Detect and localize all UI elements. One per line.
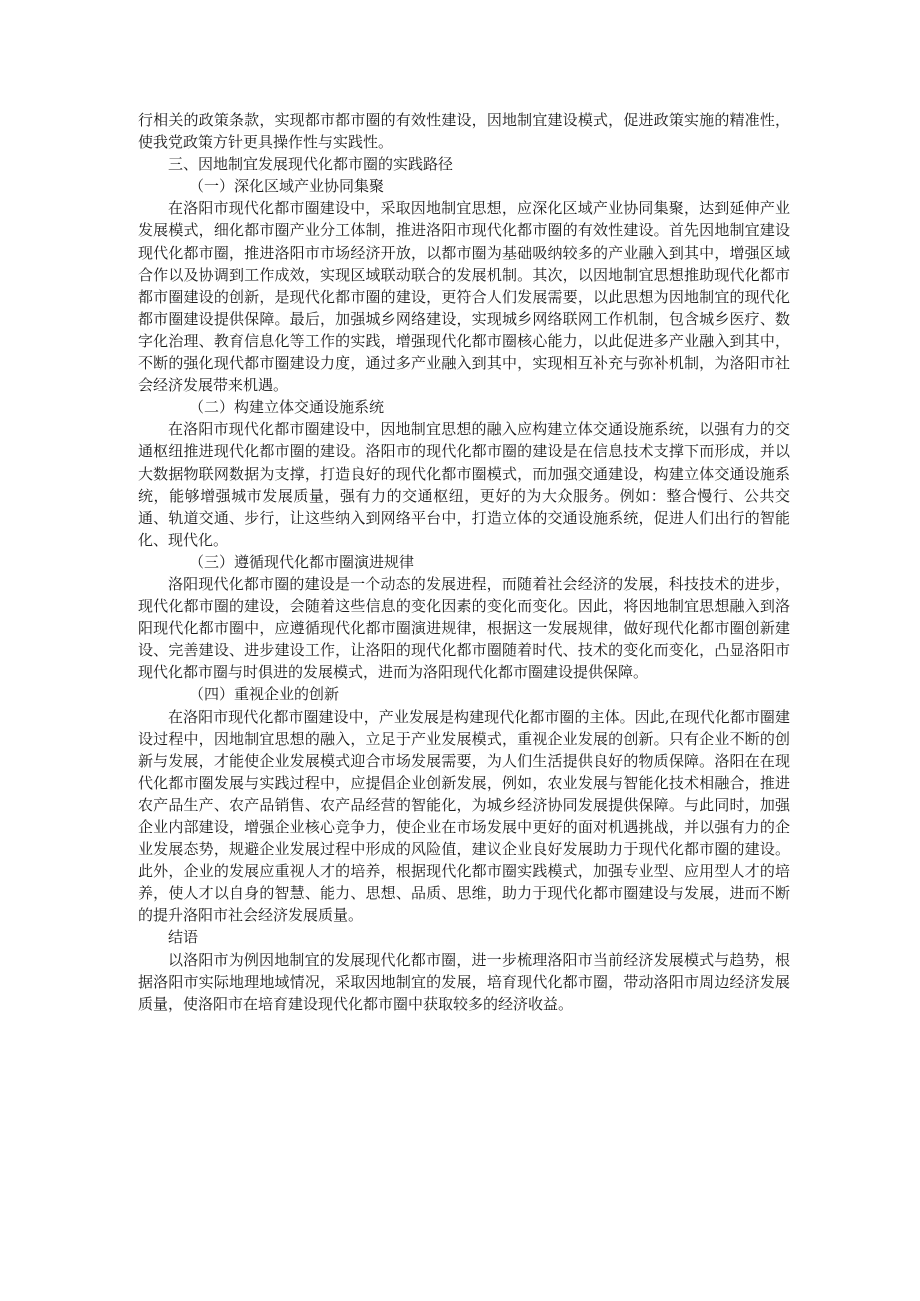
- document-page: [138, 109, 790, 1015]
- subheading-enterprise-innovation: （四）重视企业的创新: [189, 685, 340, 704]
- paragraph-enterprise-innovation: 在洛阳市现代化都市圈建设中，产业发展是构建现代化都市圈的主体。因此,在现代化都市圈建设过程中，因地制宜思想的融入，立足于产业发展模式，重视企业发展的创新。只有企业不断的创新与发展，才能使企业发展模式迎合市场发展需要，为人们生活提供良好的物质保障。洛阳在在现代化都市圈发展与实践过程中，应提倡企业创新发展，例如，农业发展与智能化技术相融合，推进农产品生产、农产品销售、农产品经营的智能化，为城乡经济协同发展提供保障。与此同时，加强企业内部建设，增强企业核心竞争力，使企业在市场发展中更好的面对机遇挑战，并以强有力的企业发展态势，规避企业发展过程中形成的风险值，建议企业良好发展助力于现代化都市圈的建设。此外，企业的发展应重视人才的培养，根据现代化都市圈实践模式，加强专业型、应用型人才的培养，使人才以自身的智慧、能力、思想、品质、思维，助力于现代化都市圈建设与发展，进而不断的提升洛阳市社会经济发展质量。: [138, 707, 790, 925]
- paragraph-industry-cluster: 在洛阳市现代化都市圈建设中，采取因地制宜思想，应深化区域产业协同集聚，达到延伸产业发展模式，细化都市圈产业分工体制，推进洛阳市现代化都市圈的有效性建设。首先因地制宜建设现代化都市圈，推进洛阳市市场经济开放，以都市圈为基础吸纳较多的产业融入到其中，增强区域合作以及协调到工作成效，实现区域联动联合的发展机制。其次，以因地制宜思想推助现代化都市都市圈建设的创新，是现代化都市圈的建设，更符合人们发展需要，以此思想为因地制宜的现代化都市圈建设提供保障。最后，加强城乡网络建设，实现城乡网络联网工作机制，包含城乡医疗、数字化治理、教育信息化等工作的实践，增强现代化都市圈核心能力，以此促进多产业融入到其中，不断的强化现代都市圈建设力度，通过多产业融入到其中，实现相互补充与弥补机制，为洛阳市社会经济发展带来机遇。: [138, 199, 790, 395]
- section-heading-practice-path: 三、因地制宜发展现代化都市圈的实践路径: [168, 155, 454, 174]
- paragraph-conclusion: 以洛阳市为例因地制宜的发展现代化都市圈，进一步梳理洛阳市当前经济发展模式与趋势，根据洛阳市实际地理地域情况，采取因地制宜的发展，培育现代化都市圈，带动洛阳市周边经济发展质量，使洛阳市在培育建设现代化都市圈中获取较多的经济收益。: [138, 950, 790, 1013]
- paragraph-evolution-law: 洛阳现代化都市圈的建设是一个动态的发展进程，而随着社会经济的发展，科技技术的进步，现代化都市圈的建设，会随着这些信息的变化因素的变化而变化。因此，将因地制宜思想融入到洛阳现代化都市圈中，应遵循现代化都市圈演进规律，根据这一发展规律，做好现代化都市圈创新建设、完善建设、进步建设工作，让洛阳的现代化都市圈随着时代、技术的变化而变化，凸显洛阳市现代化都市圈与时俱进的发展模式，进而为洛阳现代化都市圈建设提供保障。: [138, 574, 790, 682]
- paragraph-continuation: 行相关的政策条款，实现都市都市圈的有效性建设，因地制宜建设模式，促进政策实施的精准性，使我党政策方针更具操作性与实践性。: [138, 111, 790, 152]
- paragraph-transport-system: 在洛阳市现代化都市圈建设中，因地制宜思想的融入应构建立体交通设施系统，以强有力的交通枢纽推进现代化都市圈的建设。洛阳市的现代化都市圈的建设是在信息技术支撑下而形成，并以大数据物联网数据为支撑，打造良好的现代化都市圈模式，而加强交通建设，构建立体交通设施系统，能够增强城市发展质量，强有力的交通枢纽，更好的为大众服务。例如：整合慢行、公共交通、轨道交通、步行，让这些纳入到网络平台中，打造立体的交通设施系统，促进人们出行的智能化、现代化。: [138, 420, 790, 549]
- subheading-evolution-law: （三）遵循现代化都市圈演进规律: [189, 552, 415, 571]
- conclusion-heading: 结语: [168, 928, 199, 947]
- subheading-transport-system: （二）构建立体交通设施系统: [189, 398, 385, 417]
- subheading-industry-cluster: （一）深化区域产业协同集聚: [189, 177, 385, 196]
